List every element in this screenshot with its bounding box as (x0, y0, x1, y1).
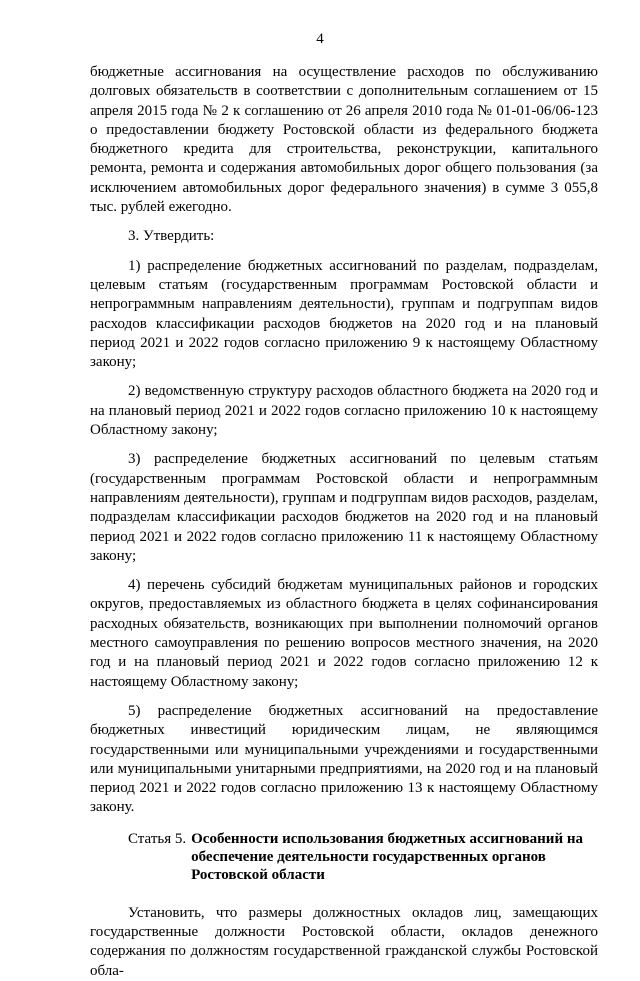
paragraph-debt-service: бюджетные ассигнования на осуществление расходов по обслуживанию долговых обязательств в соответствии с дополнительным соглашением от 15 апреля 2015 года № 2 к соглашению от 26 апреля 2010 года № 01-01-06/06-123 о предоставлении бюджету Ростовской области из федерального бюджета бюджетного кредита для строительства, реконструкции, капитального ремонта, ремонта и содержания автомобильных дорог общего пользования (за исключением автомобильных дорог федерального значения) в сумме 3 055,8 тыс. рублей ежегодно. (90, 64, 598, 216)
article-title: Особенности использования бюджетных ассигнований на обеспечение деятельности государственных органов Ростовской области (191, 830, 583, 883)
paragraph-salaries: Установить, что размеры должностных окладов лиц, замещающих государственные должности Ростовской области, окладов денежного содержания по должностям государственной гражданской службы Ростовской обла- (90, 904, 598, 979)
paragraph-item-3: 3) распределение бюджетных ассигнований по целевым статьям (государственным программам Ростовской области и непрограммным направлениям деятельности), группам и подгруппам видов расходов, разделам, подразделам классификации расходов бюджетов на 2020 год и на плановый период 2021 и 2022 годов согласно приложению 11 к настоящему Областному закону; (90, 451, 598, 564)
document-body (90, 63, 598, 981)
paragraph-item-1: 1) распределение бюджетных ассигнований по разделам, подразделам, целевым статьям (государственным программам Ростовской области и непрограммным направлениям деятельности), группам и подгруппам видов расходов классификации расходов бюджетов на 2020 год и на плановый период 2021 и 2022 годов согласно приложению 9 к настоящему Областному закону; (90, 257, 598, 371)
paragraph-item-4: 4) перечень субсидий бюджетам муниципальных районов и городских округов, предоставляемых из областного бюджета в целях софинансирования расходных обязательств, возникающих при выполнении полномочий органов местного самоуправления по решению вопросов местного значения, на 2020 год и на плановый период 2021 и 2022 годов согласно приложению 12 к настоящему Областному закону; (90, 577, 598, 690)
page-number: 4 (316, 31, 324, 47)
paragraph-approve: 3. Утвердить: (128, 228, 215, 245)
paragraph-item-5: 5) распределение бюджетных ассигнований на предоставление бюджетных инвестиций юридическим лицам, не являющимся государственными или муниципальными учреждениями и государственными или муниципальными унитарными предприятиями, на 2020 год и на плановый период 2021 и 2022 годов согласно приложению 13 к настоящему Областному закону. (90, 702, 598, 816)
paragraph-item-2: 2) ведомственную структуру расходов областного бюджета на 2020 год и на плановый период 2021 и 2022 годов согласно приложению 10 к настоящему Областному закону; (90, 383, 598, 439)
article-heading (90, 830, 598, 884)
article-label: Статья 5. (128, 830, 187, 847)
